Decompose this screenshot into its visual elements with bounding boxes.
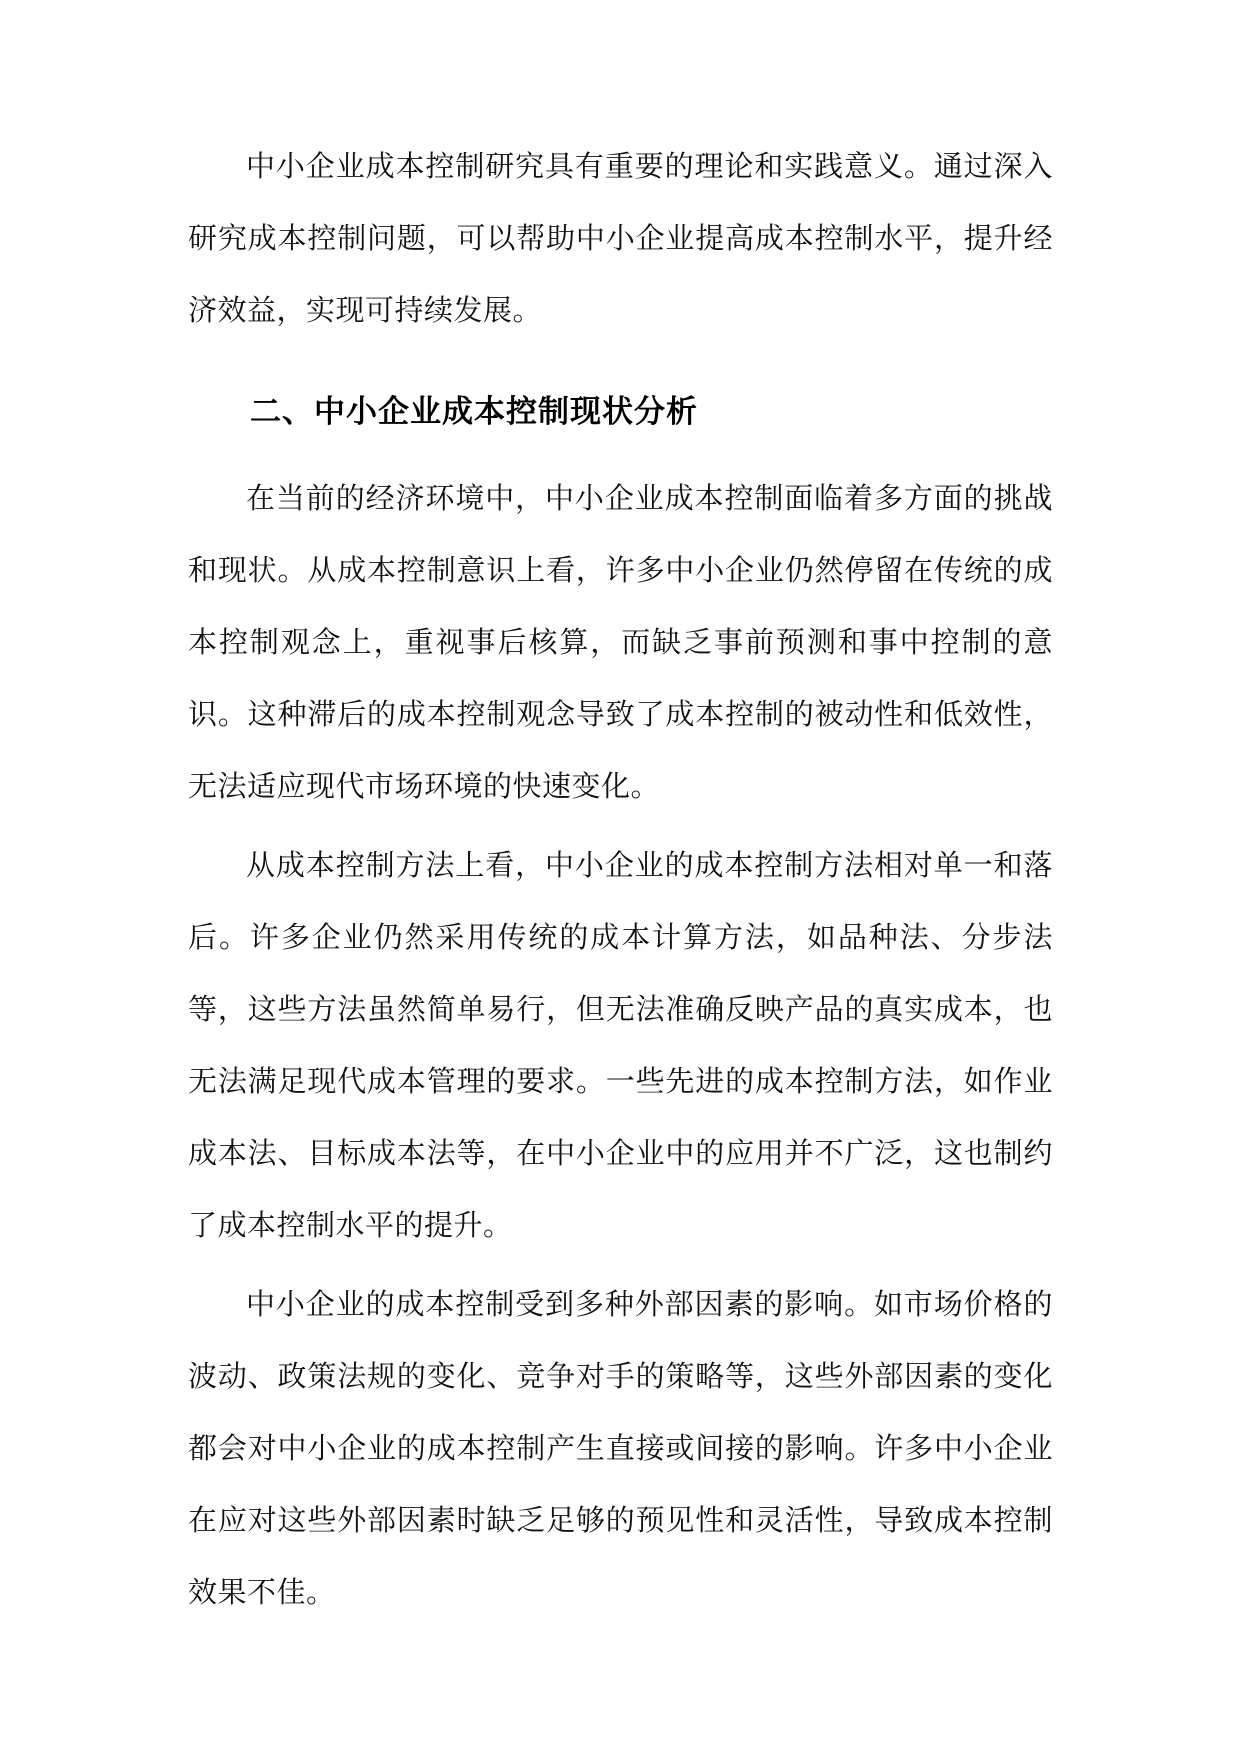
paragraph-cost-methods: 从成本控制方法上看，中小企业的成本控制方法相对单一和落后。许多企业仍然采用传统的成本计算方法，如品种法、分步法等，这些方法虽然简单易行，但无法准确反映产品的真实成本，也无法满足现代成本管理的要求。一些先进的成本控制方法，如作业成本法、目标成本法等，在中小企业中的应用并不广泛，这也制约了成本控制水平的提升。 — [188, 848, 1053, 1242]
paragraph-cost-awareness: 在当前的经济环境中，中小企业成本控制面临着多方面的挑战和现状。从成本控制意识上看，许多中小企业仍然停留在传统的成本控制观念上，重视事后核算，而缺乏事前预测和事中控制的意识。这种滞后的成本控制观念导致了成本控制的被动性和低效性，无法适应现代市场环境的快速变化。 — [188, 481, 1053, 803]
section-heading: 二、中小企业成本控制现状分析 — [250, 394, 698, 430]
paragraph-research-significance: 中小企业成本控制研究具有重要的理论和实践意义。通过深入研究成本控制问题，可以帮助中小企业提高成本控制水平，提升经济效益，实现可持续发展。 — [188, 149, 1053, 327]
paragraph-external-factors: 中小企业的成本控制受到多种外部因素的影响。如市场价格的波动、政策法规的变化、竞争对手的策略等，这些外部因素的变化都会对中小企业的成本控制产生直接或间接的影响。许多中小企业在应对这些外部因素时缺乏足够的预见性和灵活性，导致成本控制效果不佳。 — [188, 1287, 1053, 1609]
